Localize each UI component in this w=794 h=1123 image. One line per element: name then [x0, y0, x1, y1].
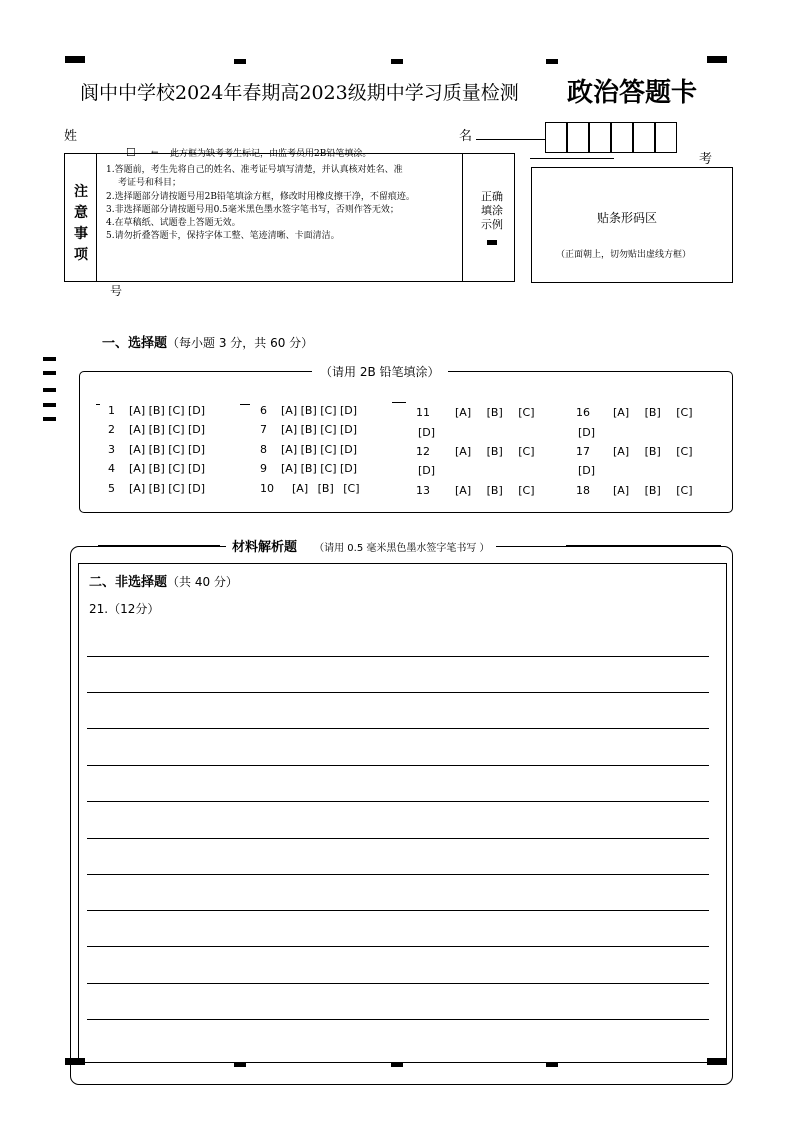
question-option-wrap[interactable]: [D]: [418, 464, 436, 477]
banner-rule-right: [566, 545, 721, 546]
timing-mark: [65, 1058, 85, 1065]
id-underline: [530, 158, 614, 159]
answer-line[interactable]: [87, 946, 709, 947]
barcode-hint: （正面朝上，切勿贴出虚线方框）: [556, 250, 692, 260]
question-options[interactable]: [A] [B] [C]: [613, 484, 693, 497]
answer-line[interactable]: [87, 801, 709, 802]
timing-mark: [546, 59, 558, 64]
side-mark: [43, 417, 56, 421]
question-number: 12: [416, 445, 430, 458]
answer-line[interactable]: [87, 910, 709, 911]
id-cell[interactable]: [545, 122, 567, 153]
notice-item: 2.选择题部分请按题号用2B铅笔填涂方框，修改时用橡皮擦干净，不留痕迹。: [106, 192, 415, 202]
notice-label-char: 事: [74, 226, 88, 242]
question-number: 2: [108, 423, 115, 436]
notice-label-char: 注: [74, 184, 88, 200]
side-mark: [43, 357, 56, 361]
notice-label: [74, 182, 90, 266]
question-option-wrap[interactable]: [D]: [578, 426, 596, 439]
timing-mark: [707, 56, 727, 63]
question-number: 13: [416, 484, 430, 497]
question-number: 9: [260, 462, 267, 475]
subject-title: 政治答题卡: [567, 78, 698, 108]
notice-label-char: 意: [74, 205, 88, 221]
question-number: 10: [260, 482, 274, 495]
question-number: 8: [260, 443, 267, 456]
question-21-label: 21.（12分）: [89, 602, 160, 616]
column-dash: [240, 404, 250, 405]
question-options[interactable]: [A] [B] [C] [D]: [281, 404, 358, 417]
column-dash: [392, 402, 406, 403]
answer-line[interactable]: [87, 765, 709, 766]
column-dash: [96, 404, 100, 405]
choice-instruction: （请用 2B 铅笔填涂）: [312, 363, 448, 380]
fill-example-text: 正确: [481, 190, 503, 203]
timing-mark: [546, 1062, 558, 1067]
id-cell[interactable]: [633, 122, 655, 153]
question-options[interactable]: [A] [B] [C]: [613, 406, 693, 419]
absent-checkbox[interactable]: ☐: [126, 146, 136, 159]
notice-divider-right: [462, 153, 463, 282]
section2-banner-title: 材料解析题: [232, 540, 298, 555]
timing-mark: [707, 1058, 727, 1065]
fill-example-text: 填涂: [481, 204, 503, 217]
barcode-label: 贴条形码区: [597, 211, 658, 225]
question-number: 5: [108, 482, 115, 495]
absent-arrow: ←: [151, 148, 159, 158]
exam-no-label-left: 号: [110, 284, 123, 298]
question-number: 17: [576, 445, 590, 458]
question-number: 3: [108, 443, 115, 456]
name-underline: [476, 139, 546, 140]
question-number: 16: [576, 406, 590, 419]
notice-item: 1.答题前，考生先将自己的姓名、准考证号填写清楚，并认真核对姓名、准: [106, 165, 403, 175]
answer-area-inner: [78, 563, 727, 1063]
fill-example-text: 示例: [481, 218, 503, 231]
question-number: 4: [108, 462, 115, 475]
question-options[interactable]: [A] [B] [C]: [455, 445, 535, 458]
side-mark: [43, 403, 56, 407]
id-cell[interactable]: [589, 122, 611, 153]
name-label-right: 名: [459, 129, 473, 144]
answer-line[interactable]: [87, 1019, 709, 1020]
banner-rule-left: [98, 545, 220, 546]
question-options[interactable]: [A] [B] [C] [D]: [129, 404, 206, 417]
side-mark: [43, 388, 56, 392]
name-label-left: 姓: [64, 129, 78, 144]
exam-no-label-right: 考: [699, 152, 713, 167]
question-options[interactable]: [A] [B] [C] [D]: [281, 443, 358, 456]
question-option-wrap[interactable]: [D]: [578, 464, 596, 477]
section2-title-text: 二、非选择题: [89, 575, 168, 590]
answer-line[interactable]: [87, 874, 709, 875]
exam-title: 阆中中学校2024年春期高2023级期中学习质量检测: [80, 82, 519, 104]
notice-divider-left: [96, 153, 97, 282]
answer-line[interactable]: [87, 692, 709, 693]
answer-line[interactable]: [87, 656, 709, 657]
question-options[interactable]: [A] [B] [C] [D]: [281, 423, 358, 436]
fill-example-label: [472, 190, 512, 232]
timing-mark: [391, 1062, 403, 1067]
answer-line[interactable]: [87, 838, 709, 839]
question-options[interactable]: [A] [B] [C]: [292, 482, 360, 495]
timing-mark: [391, 59, 403, 64]
id-cell[interactable]: [567, 122, 589, 153]
question-option-wrap[interactable]: [D]: [418, 426, 436, 439]
question-number: 1: [108, 404, 115, 417]
section2-banner: [226, 536, 496, 555]
answer-line[interactable]: [87, 983, 709, 984]
timing-mark: [65, 56, 85, 63]
notice-label-char: 项: [74, 247, 88, 263]
section2-banner-note: （请用 0.5 毫米黑色墨水签字笔书写 ）: [314, 543, 490, 554]
section1-score: （每小题 3 分，共 60 分）: [167, 336, 314, 350]
question-number: 6: [260, 404, 267, 417]
question-options[interactable]: [A] [B] [C]: [455, 406, 535, 419]
question-number: 18: [576, 484, 590, 497]
timing-mark: [234, 59, 246, 64]
answer-line[interactable]: [87, 728, 709, 729]
section1-title: [102, 332, 313, 351]
absent-note: 此方框为缺考考生标记，由监考员用2B铅笔填涂。: [170, 149, 372, 159]
question-number: 11: [416, 406, 430, 419]
question-number: 7: [260, 423, 267, 436]
notice-item: 5.请勿折叠答题卡，保持字体工整、笔迹清晰、卡面清洁。: [106, 231, 340, 241]
section2-score: （共 40 分）: [167, 575, 238, 589]
notice-item: 4.在草稿纸、试题卷上答题无效。: [106, 218, 241, 228]
question-options[interactable]: [A] [B] [C]: [613, 445, 693, 458]
question-options[interactable]: [A] [B] [C] [D]: [129, 482, 206, 495]
fill-example-mark: [487, 240, 497, 245]
notice-item: 3.非选择题部分请按题号用0.5毫米黑色墨水签字笔书写，否则作答无效；: [106, 205, 399, 215]
question-options[interactable]: [A] [B] [C] [D]: [129, 423, 206, 436]
notice-item: 考证号和科目；: [118, 178, 182, 188]
id-cell[interactable]: [655, 122, 677, 153]
question-options[interactable]: [A] [B] [C] [D]: [281, 462, 358, 475]
section1-title-text: 一、选择题: [102, 336, 168, 351]
question-options[interactable]: [A] [B] [C] [D]: [129, 462, 206, 475]
question-options[interactable]: [A] [B] [C]: [455, 484, 535, 497]
section2-title: [89, 571, 238, 590]
timing-mark: [234, 1062, 246, 1067]
side-mark: [43, 371, 56, 375]
question-options[interactable]: [A] [B] [C] [D]: [129, 443, 206, 456]
id-cell[interactable]: [611, 122, 633, 153]
